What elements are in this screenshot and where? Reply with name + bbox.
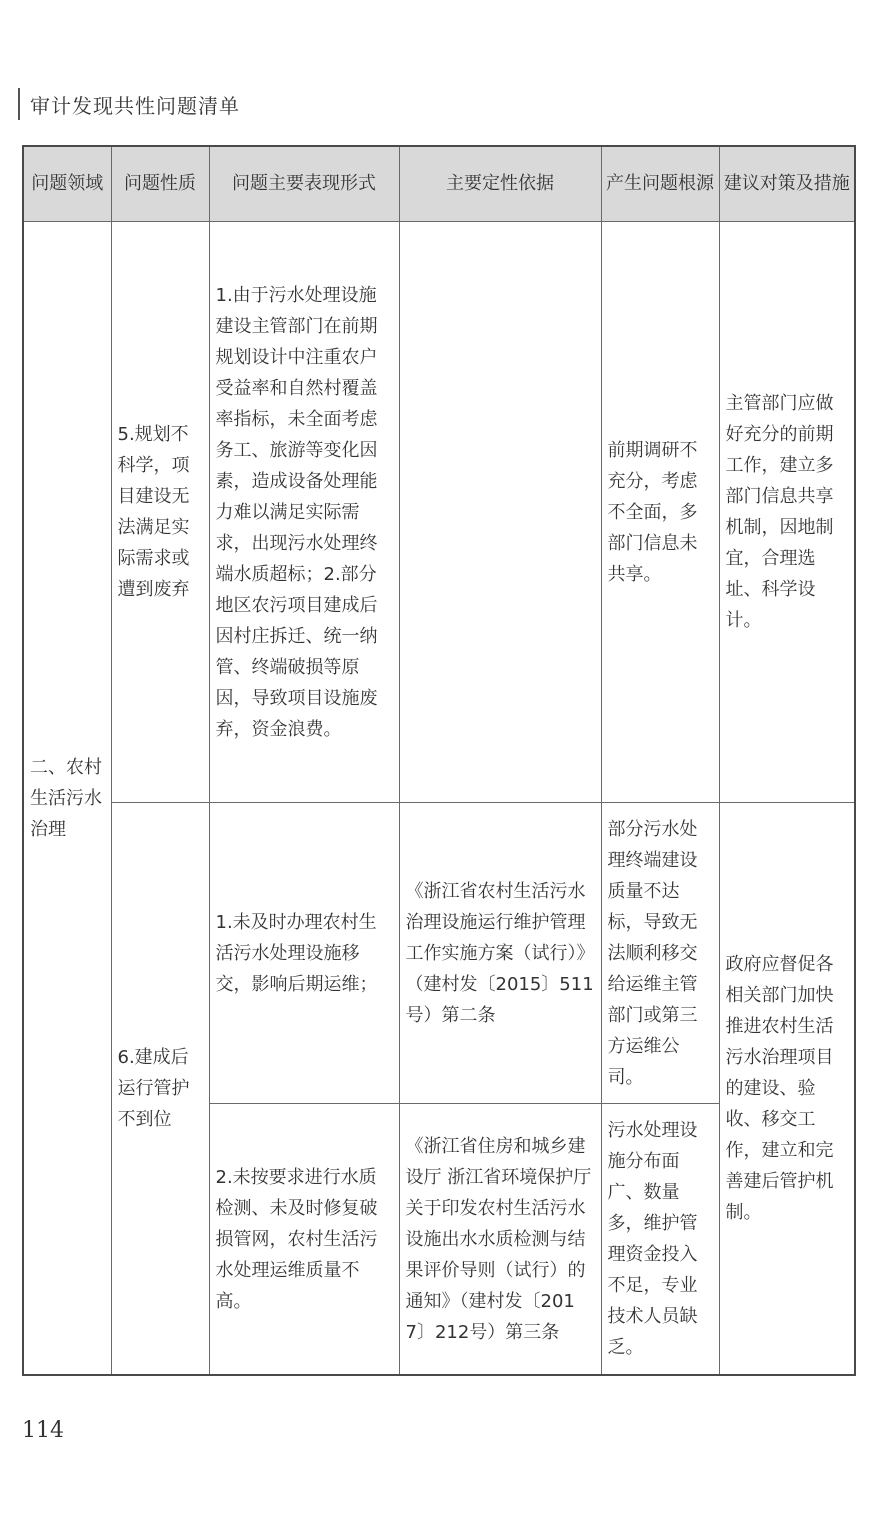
issue-nature-cell: 6.建成后运行管护不到位 — [111, 803, 209, 1376]
running-head-title: 审计发现共性问题清单 — [30, 93, 240, 118]
audit-issues-table — [22, 145, 856, 1376]
issue-nature-cell: 5.规划不科学，项目建设无法满足实际需求或遭到废弃 — [111, 222, 209, 803]
issue-area-cell: 二、农村生活污水治理 — [23, 222, 111, 1376]
manifestation-cell: 2.未按要求进行水质检测、未及时修复破损管网，农村生活污水处理运维质量不高。 — [209, 1104, 399, 1376]
column-header-area: 问题领域 — [23, 146, 111, 222]
root-cause-cell: 污水处理设施分布面广、数量多，维护管理资金投入不足，专业技术人员缺乏。 — [601, 1104, 719, 1376]
root-cause-cell: 部分污水处理终端建设质量不达标，导致无法顺利移交给运维主管部门或第三方运维公司。 — [601, 803, 719, 1104]
running-head — [18, 88, 240, 120]
running-head-bar — [18, 88, 20, 120]
suggestion-cell: 主管部门应做好充分的前期工作，建立多部门信息共享机制，因地制宜，合理选址、科学设计。 — [719, 222, 855, 803]
column-header-root-cause: 产生问题根源 — [601, 146, 719, 222]
manifestation-cell: 1.未及时办理农村生活污水处理设施移交，影响后期运维； — [209, 803, 399, 1104]
column-header-basis: 主要定性依据 — [399, 146, 601, 222]
column-header-suggestion: 建议对策及措施 — [719, 146, 855, 222]
page-number: 114 — [22, 1418, 64, 1443]
table-row — [23, 222, 855, 803]
basis-cell: 《浙江省农村生活污水治理设施运行维护管理工作实施方案（试行）》（建村发〔2015〕511号）第二条 — [399, 803, 601, 1104]
suggestion-cell: 政府应督促各相关部门加快推进农村生活污水治理项目的建设、验收、移交工作，建立和完善建后管护机制。 — [719, 803, 855, 1376]
root-cause-cell: 前期调研不充分，考虑不全面，多部门信息未共享。 — [601, 222, 719, 803]
table-row — [23, 803, 855, 1104]
column-header-nature: 问题性质 — [111, 146, 209, 222]
basis-cell — [399, 222, 601, 803]
manifestation-cell: 1.由于污水处理设施建设主管部门在前期规划设计中注重农户受益率和自然村覆盖率指标，未全面考虑务工、旅游等变化因素，造成设备处理能力难以满足实际需求，出现污水处理终端水质超标；2.部分地区农污项目建成后因村庄拆迁、统一纳管、终端破损等原因，导致项目设施废弃，资金浪费。 — [209, 222, 399, 803]
basis-cell: 《浙江省住房和城乡建设厅 浙江省环境保护厅关于印发农村生活污水设施出水水质检测与结果评价导则（试行）的通知》（建村发〔2017〕212号）第三条 — [399, 1104, 601, 1376]
column-header-manifestation: 问题主要表现形式 — [209, 146, 399, 222]
table-header-row — [23, 146, 855, 222]
